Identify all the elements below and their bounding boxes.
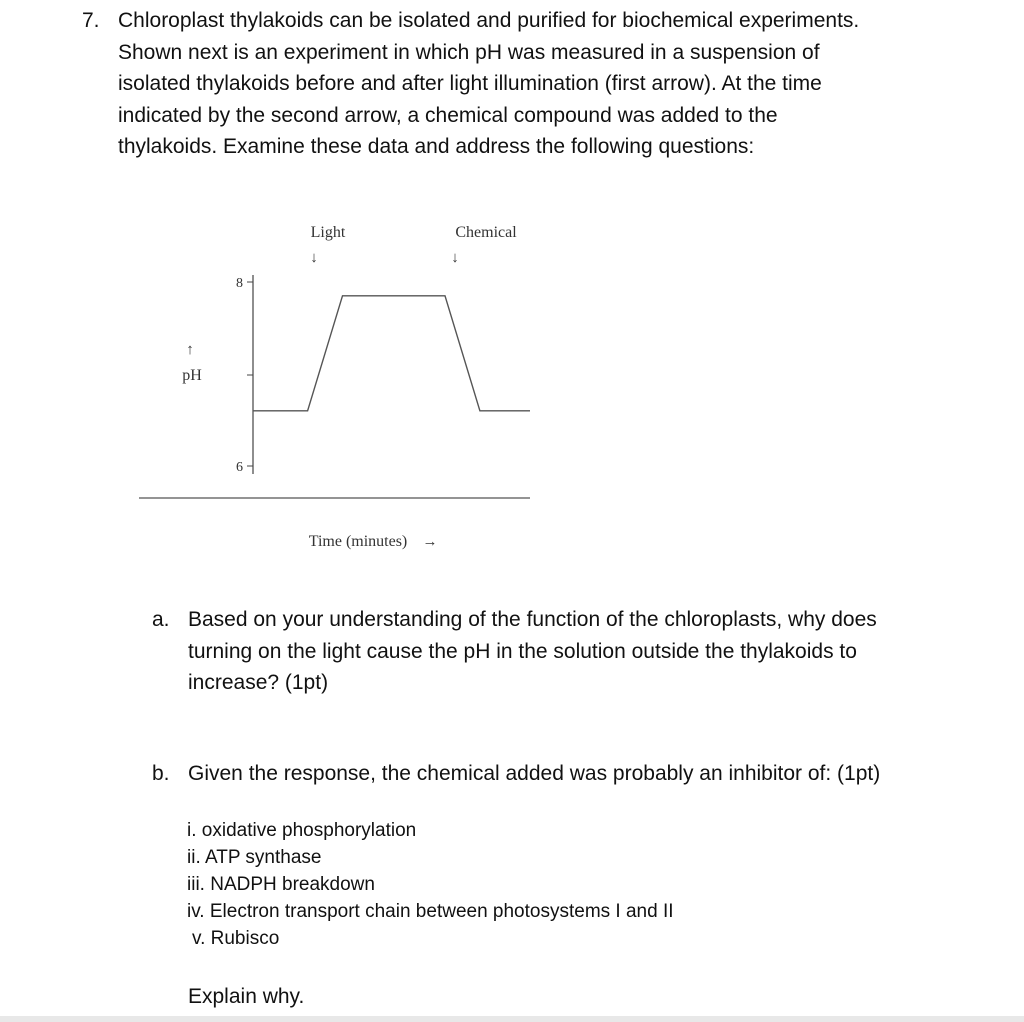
- x-axis-label: Time (minutes): [308, 533, 408, 550]
- y-tick-label-low: 6: [236, 460, 243, 475]
- intro-line: indicated by the second arrow, a chemical compound was added to the: [118, 103, 778, 127]
- intro-line: isolated thylakoids before and after light illumination (first arrow). At the time: [118, 72, 822, 95]
- part-a-text: [188, 604, 877, 699]
- part-a-line: increase? (1pt): [188, 671, 329, 694]
- page-bottom-edge: [0, 1016, 1024, 1022]
- x-axis-arrow-icon: →: [422, 534, 438, 550]
- intro-line: thylakoids. Examine these data and address the following questions:: [118, 135, 755, 158]
- option-item: v. Rubisco: [192, 928, 280, 949]
- intro-line: Shown next is an experiment in which pH was measured in a suspension of: [118, 40, 820, 64]
- ph-series-line: [253, 296, 530, 411]
- part-a-line: turning on the light cause the pH in the solution outside the thylakoids to: [188, 639, 857, 663]
- question-number: 7.: [82, 9, 100, 32]
- y-tick-label-high: 8: [236, 276, 243, 291]
- light-label: Light: [310, 224, 346, 241]
- question-intro: [118, 5, 998, 163]
- option-item: iii. NADPH breakdown: [187, 874, 375, 895]
- light-arrow-icon: ↓: [310, 250, 318, 266]
- option-item: i. oxidative phosphorylation: [187, 820, 417, 841]
- intro-line: Chloroplast thylakoids can be isolated and purified for biochemical experiments.: [118, 9, 860, 32]
- ph-time-chart: [0, 200, 560, 560]
- chemical-arrow-icon: ↓: [451, 250, 459, 266]
- part-b-text: Given the response, the chemical added was probably an inhibitor of: (1pt): [188, 762, 881, 785]
- part-a-line: Based on your understanding of the function of the chloroplasts, why does: [188, 608, 877, 631]
- answer-options: [187, 817, 674, 952]
- y-axis-label: pH: [182, 367, 202, 384]
- part-b-label: b.: [152, 762, 170, 785]
- explain-prompt: Explain why.: [188, 985, 305, 1008]
- part-a-label: a.: [152, 608, 170, 631]
- option-item: iv. Electron transport chain between photosystems I and II: [187, 901, 674, 922]
- chemical-label: Chemical: [455, 224, 517, 241]
- y-axis-arrow-icon: ↑: [186, 342, 194, 358]
- option-item: ii. ATP synthase: [187, 847, 322, 868]
